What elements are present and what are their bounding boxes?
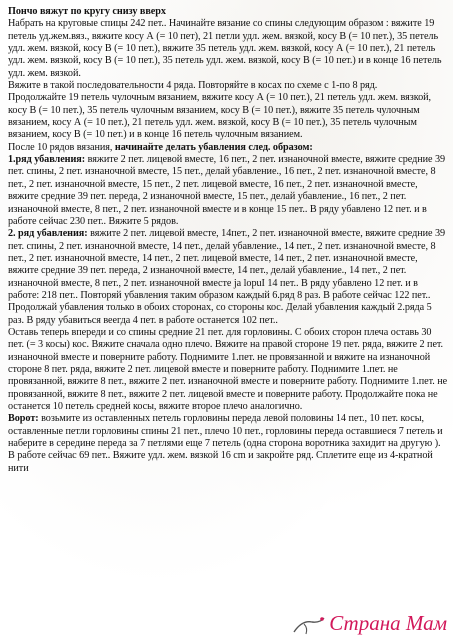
row1-text: вяжите 2 пет. лицевой вместе, 16 пет., 2 пет. изнаночной вместе, вяжите средние 39 пет. спины, 2 пет. изнаночной вместе, 15 пет., делай убавление., 16 пет., 2 пет. изнаночной вместе, 8 пет., 2 пет. изнаночной вместе, 15 пет., 2 пет. лицевой вместе, 16 пет., 2 пет. изнаночной вместе, вяжите средние 39 пет. переда, 2 изнаночной вместе, 15 пет., делай убавление., 16 пет., 2 пет. изнаночной вместе, 8 пет., 2 пет. изнаночной вместе и в конце 15 пет.. В ряду убавлено 12 пет. и в работе сейчас 230 пет.. Вяжите 5 рядов. [8, 154, 446, 227]
paragraph-neck: Оставь теперь впереди и со спины средние 21 пет. для горловины. С обоих сторон плеча оставь 30 пет. (= 3 косы) кос. Вяжите сначала одно плечо. Вяжите на правой стороне 19 пет. ряда, вяжите 2 пет. изнаночной вместе и поверните работу. Поднимите 1.пет. не провязанной и вяжите на изнаночной стороне 8 пет. ряда, вяжите 2 пет. лицевой вместе и поверните работу. Поднимите 1.пет. не провязанной, вяжите 8 пет., вяжите 2 пет. изнаночной вместе и поверните работу. Поднимите 1.пет. не провязанной, вяжите 8 пет., вяжите 2 пет. лицевой вместе и поверните работу. Продолжайте пока не останется 10 петель средней косы, вяжите второе плечо аналогично. [8, 326, 448, 412]
row2-text: вяжите 2 пет. лицевой вместе, 14пет., 2 пет. изнаночной вместе, вяжите средние 39 пет. спины, 2 пет. изнаночной вместе, 14 пет., делай убавление., 14 пет., 2 пет. изнаночной вместе, 8 пет., 2 пет. изнаночной вместе, 14 пет., 2 пет. лицевой вместе, 14 пет., 2 пет. изнаночной вместе, вяжите средние 39 пет. переда, 2 изнаночной вместе, 14 пет., делай убавление., 14 пет., 2 пет. изнаночной вместе, 8 пет., 2 пет. изнаночной вместе ja lopuI 14 пет.. В ряду убавлено 12 пет. и в работе: 218 пет.. Повторяй убавления таким образом каждый 6.ряд 8 раз. В работе сейчас 122 пет.. Продолжай убавления только в обоих сторонах, со стороны кос. Делай убавления каждый 2.ряда 5 раз. В ряду убавиться веегда 4 пет. в работе останется 102 пет.. [8, 228, 446, 326]
paragraph-row2 [8, 228, 448, 327]
paragraph-cast-on: Набрать на круговые спицы 242 пет.. Начинайте вязание со спины следующим образом : вяжите 19 петель уд.жем.вяз., вяжите косу А (= 10 пет), 21 петли удл. жем. вязкой, косу В (= 10 пет.), 35 петель удл. жем. вязкой, косу В (= 10 пет.), вяжите 35 петель удл. жем. вязкой, косу А (= 10 пет.), 21 петель удл. жем. вязкой, косу В (= 10 пет.), 35 петель удл. жем. вязкой, косу В (= 10 пет.) и в конце 16 петель удл. жем. вязкой. [8, 18, 442, 79]
paragraph-row1 [8, 154, 448, 228]
paragraph-repeat: Вяжите в такой последовательности 4 ряда. Повторяйте в косах по схеме с 1-по 8 ряд. [8, 80, 378, 92]
decrease-intro-text: После 10 рядов вязания, [8, 141, 115, 153]
logo-text: Страна Мам [329, 611, 447, 635]
collar-text: возьмите из оставленных петель горловины переда левой половины 14 пет., 10 пет. косы, оставленные петли горловины спины 21 пет., плечо 10 пет., горловины переда оставшиеся 7 петель и наберите в середине переда за 7 петлями еще 7 петель (одна сторона воротника захидит на другую ). В работе сейчас 69 пет.. Вяжите удл. жем. вязкой 16 cm и закройте ряд. Сплетите еще из 4-кратной нити [8, 413, 443, 474]
document-title: Пончо вяжут по кругу снизу вверх [8, 6, 166, 17]
paragraph-collar [8, 413, 448, 475]
collar-label: Ворот: [8, 413, 39, 425]
paragraph-decrease-intro [8, 142, 448, 154]
row2-label: 2. ряд убавления: [8, 228, 88, 240]
site-logo [292, 611, 447, 636]
document-body [8, 6, 448, 475]
paragraph-continue: Продолжайте 19 петель чулочным вязанием, вяжите косу А (= 10 пет.), 21 петель удл. жем. вязкой, косу В (= 10 пет.), 35 петель чулочным вязанием, косу В (= 10 пет.), вяжите 35 петель чулочным вязанием, косу А (= 10 пет.), 21 петель удл. жем. вязкой, косу В (= 10 пет.), 35 петель чулочным вязанием, косу В (= 10 пет.) и в конце 16 петель чулочным вязанием. [8, 92, 432, 141]
row1-label: 1.ряд убавления: [8, 154, 86, 166]
stork-icon [292, 614, 326, 636]
decrease-intro-bold: начинайте делать убавления след. образом: [114, 141, 313, 153]
